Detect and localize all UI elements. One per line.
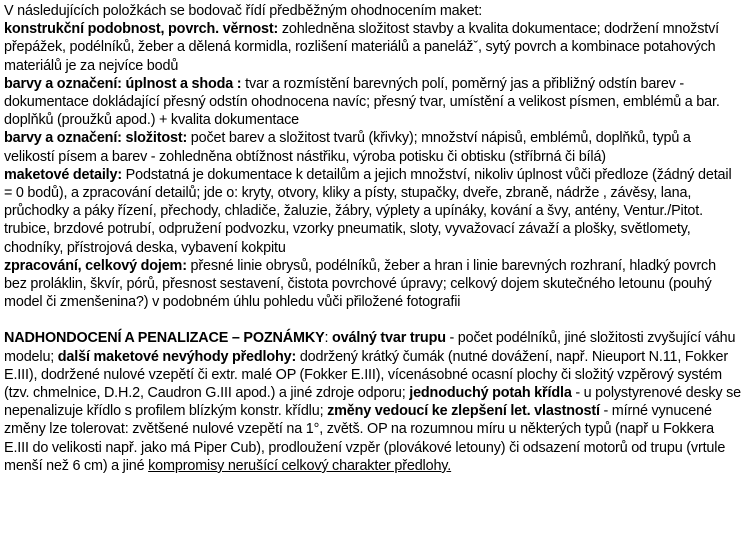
notes-heading-other-disadvantages: další maketové nevýhody předlohy: <box>57 348 297 365</box>
item-colors-complexity <box>4 129 742 165</box>
intro-paragraph: V následujících položkách se bodovač řídí předběžným ohodnocením maket: <box>4 3 483 19</box>
notes-colon: : <box>324 330 333 347</box>
paragraph-gap <box>4 311 742 329</box>
item-scale-details <box>4 166 742 257</box>
item-text: zohledněna složitost stavby a kvalita dokumentace; dodržení množství přepážek, podélníků, žeber a dělená kormidla, rozlišení materiálů a panelážˇ, sytý povrch a kombinace potahových materiálů je za nejvíce bodů <box>4 21 720 74</box>
notes-heading-oval-fuselage: oválný tvar trupu <box>332 330 446 347</box>
item-colors-completeness <box>4 75 742 130</box>
item-text: počet barev a složitost tvarů (křivky); množství nápisů, emblémů, doplňků, typů a velikostí písem a barev - zohledněna obtížnost nástřiku, výroba potisku či obtisku (stříbrná či bílá) <box>4 130 691 165</box>
notes-text: - počet podélníků, jiné složitosti zvyšující váhu modelu; <box>4 330 736 365</box>
item-text: přesné linie obrysů, podélníků, žeber a hran i linie barevných rozhraní, hladký povrch bez proláklin, škvír, pórů, přesnost sestavení, čistota povrchové úpravy; celkový dojem skutečného letounu (pouhý model či zmenšenina?) v podobném úhlu pohledu vůči přiložené fotografii <box>4 257 716 311</box>
item-construction <box>4 20 742 75</box>
item-workmanship <box>4 257 742 312</box>
notes-underlined-compromises: kompromisy nerušící celkový charakter předlohy. <box>148 457 452 474</box>
notes-title: NADHONDOCENÍ A PENALIZACE – POZNÁMKY <box>4 330 325 347</box>
item-text: Podstatná je dokumentace k detailům a jejich množství, nikoliv úplnost vůči předloze (žádný detail = 0 bodů), a zpracování detailů; jde o: kryty, otvory, kliky a písty, stupačky, dveře, zbraně, nádrže , závěsy, lana, průchodky a páky řízení, přechody, chladiče, žaluzie, žábry, výplety a upínáky, kování a švy, antény, Ventur./Pitot. trubice, brzdové potrubí, odpružení podvozku, vzorky pneumatik, sloty, vyvažovací závaží a plošky, světlomety, chodníky, přístrojová deska, vybavení kokpitu <box>4 166 732 256</box>
item-heading: konstrukční podobnost, povrch. věrnost: <box>4 21 279 38</box>
item-text: tvar a rozmístění barevných polí, poměrný jas a přibližný odstín barev - dokumentace dokládající přesný odstín ohodnocena navíc; přesný tvar, umístění a velikost písmen, emblémů a bar. doplňků (proužků apod.) + kvalita dokumentace <box>4 75 720 129</box>
item-heading: barvy a označení: úplnost a shoda : <box>4 75 242 92</box>
item-heading: maketové detaily: <box>4 166 123 183</box>
notes-text: - u polystyrenové desky se nepenalizuje křídlo s profilem blízkým konstr. křídlu; <box>4 385 742 420</box>
notes-heading-flight-improvements: změny vedoucí ke zlepšení let. vlastností <box>327 403 600 420</box>
notes-text: dodržený krátký čumák (nutné dovážení, např. Nieuport N.11, Fokker E.III), dodržené nulové vzepětí či extr. malé OP (Fokker E.III), vícenásobné ocasní plochy či složitý vzpěrový systém (tzv. chmelnice, D.H.2, Caudron G.III apod.) a jiné zdroje odporu; <box>4 348 728 402</box>
item-heading: barvy a označení: složitost: <box>4 130 188 147</box>
notes-paragraph <box>4 329 742 475</box>
notes-heading-simple-wing-covering: jednoduchý potah křídla <box>409 385 572 402</box>
notes-text: - mírné vynucené změny lze tolerovat: zvětšené nulové vzepětí na 1°, zvětš. OP na rozumnou míru u některých typů (např u Fokkera E.III do velikosti např. jako má Piper Cub), prodloužení vzpěr (plovákové letouny) či odsazení motorů od trupu (vrtule menší než 6 cm) a jiné <box>4 403 726 474</box>
item-heading: zpracování, celkový dojem: <box>4 257 187 274</box>
